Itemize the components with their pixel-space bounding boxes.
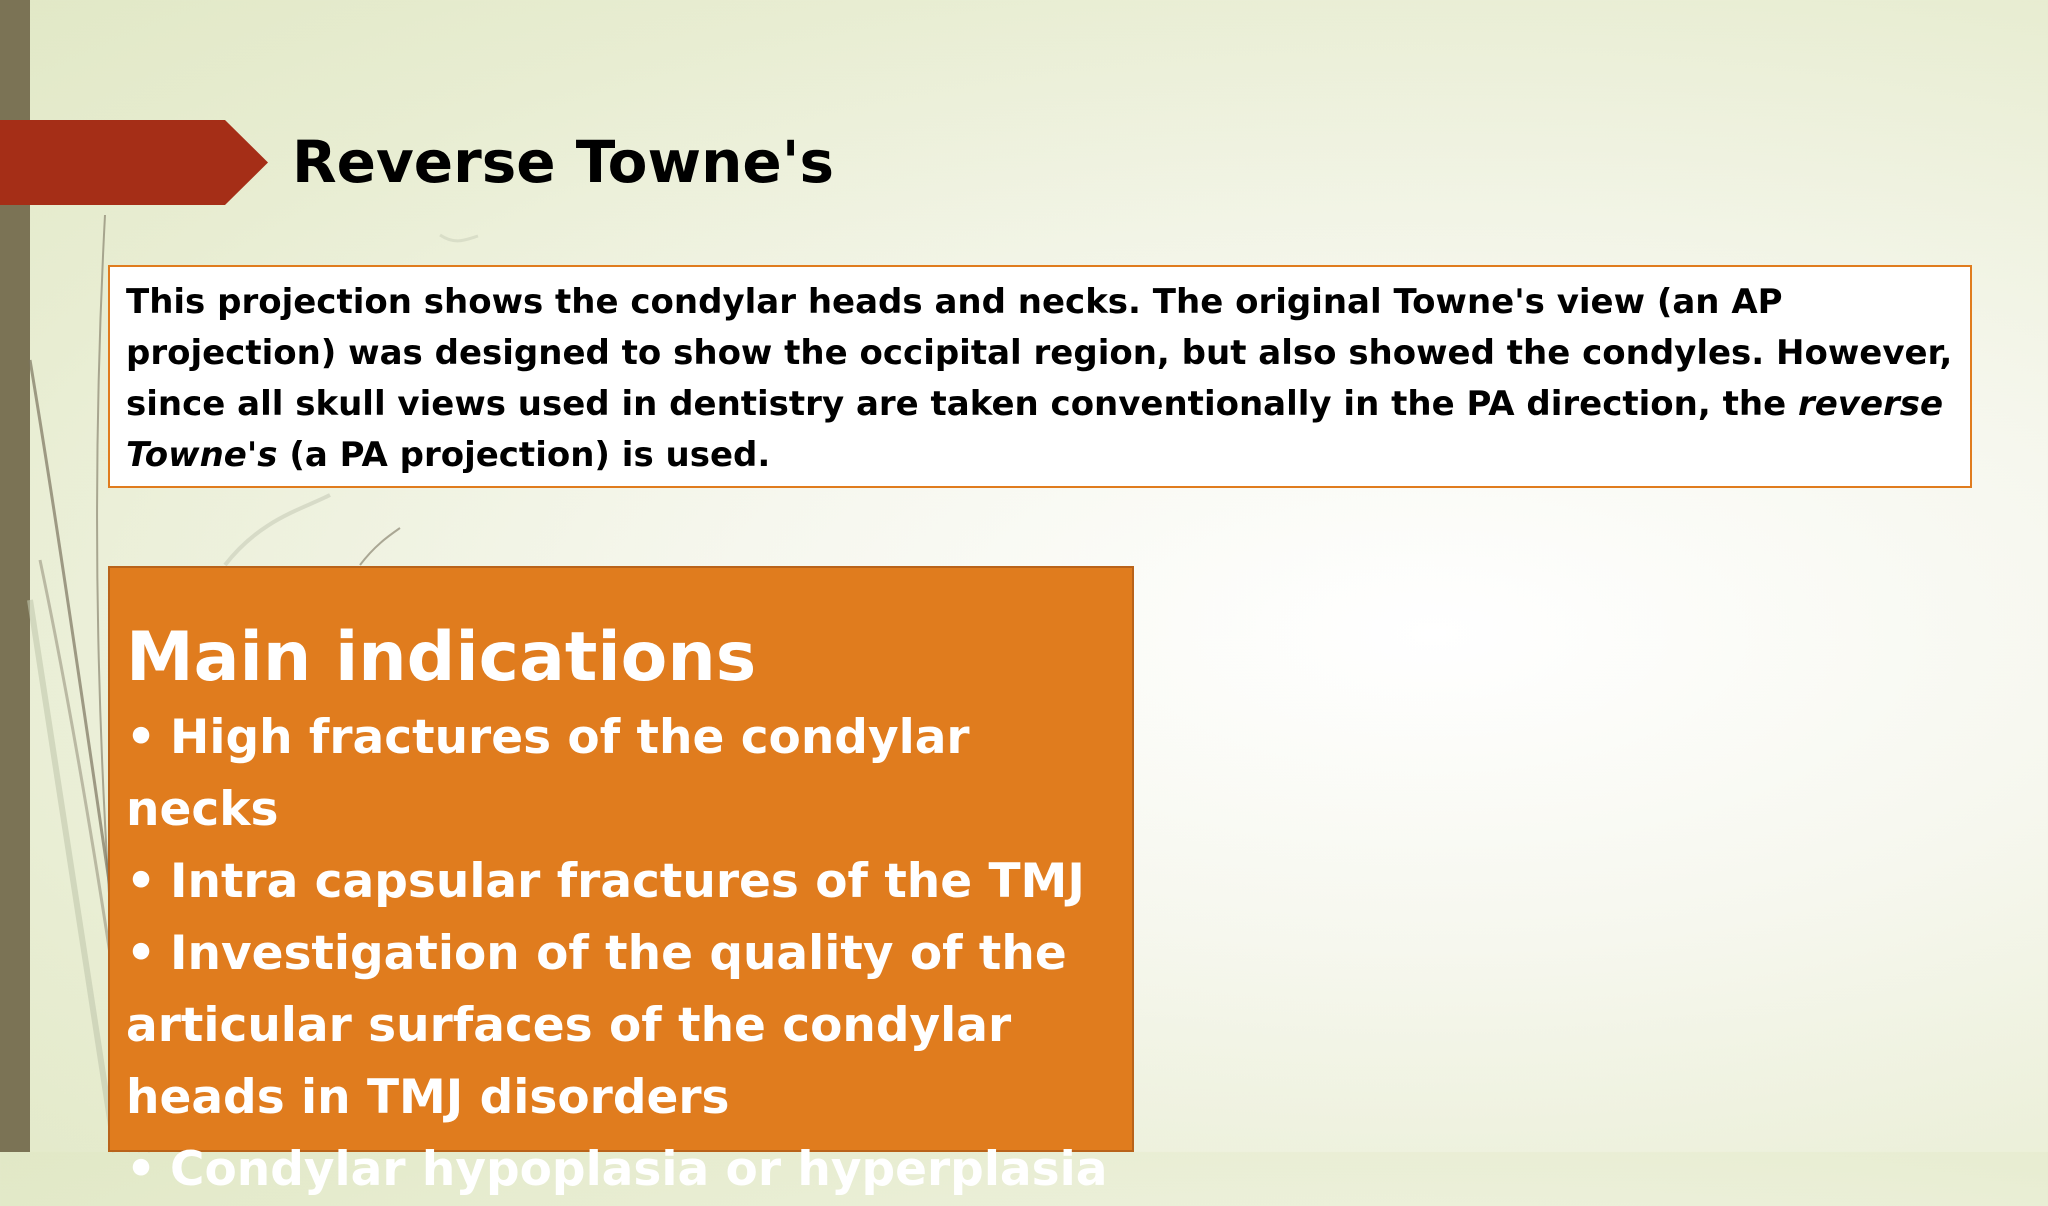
list-item [126, 702, 1122, 846]
intro-text-box [108, 265, 1972, 488]
bullet-icon: • [126, 1142, 157, 1197]
bullet-icon: • [126, 710, 157, 765]
list-item-text: Condylar hypoplasia or hyperplasia [170, 1142, 1108, 1197]
list-item [126, 918, 1122, 1134]
indications-heading: Main indications [126, 618, 757, 697]
list-item [126, 846, 1122, 918]
bullet-icon: • [126, 926, 157, 981]
bullet-icon: • [126, 854, 157, 909]
indications-list [126, 702, 1122, 1206]
slide-title: Reverse Towne's [292, 128, 834, 196]
list-item-text: High fractures of the condylar necks [126, 710, 970, 837]
list-item-text: Intra capsular fractures of the TMJ [170, 854, 1085, 909]
list-item-text: Investigation of the quality of the articular surfaces of the condylar heads in TMJ disorders [126, 926, 1067, 1125]
main-indications-box [108, 566, 1134, 1197]
intro-text-end: (a PA projection) is used. [277, 435, 771, 475]
title-arrow-marker [0, 120, 268, 205]
intro-text-italic: reverse Towne's [126, 384, 1944, 475]
list-item [126, 1134, 1122, 1206]
intro-text-start: This projection shows the condylar heads and necks. The original Towne's view (an AP projection) was designed to show the occipital region, but also showed the condyles. However, since all skull views used in dentistry are taken conventionally in the PA direction, the [126, 282, 1953, 424]
